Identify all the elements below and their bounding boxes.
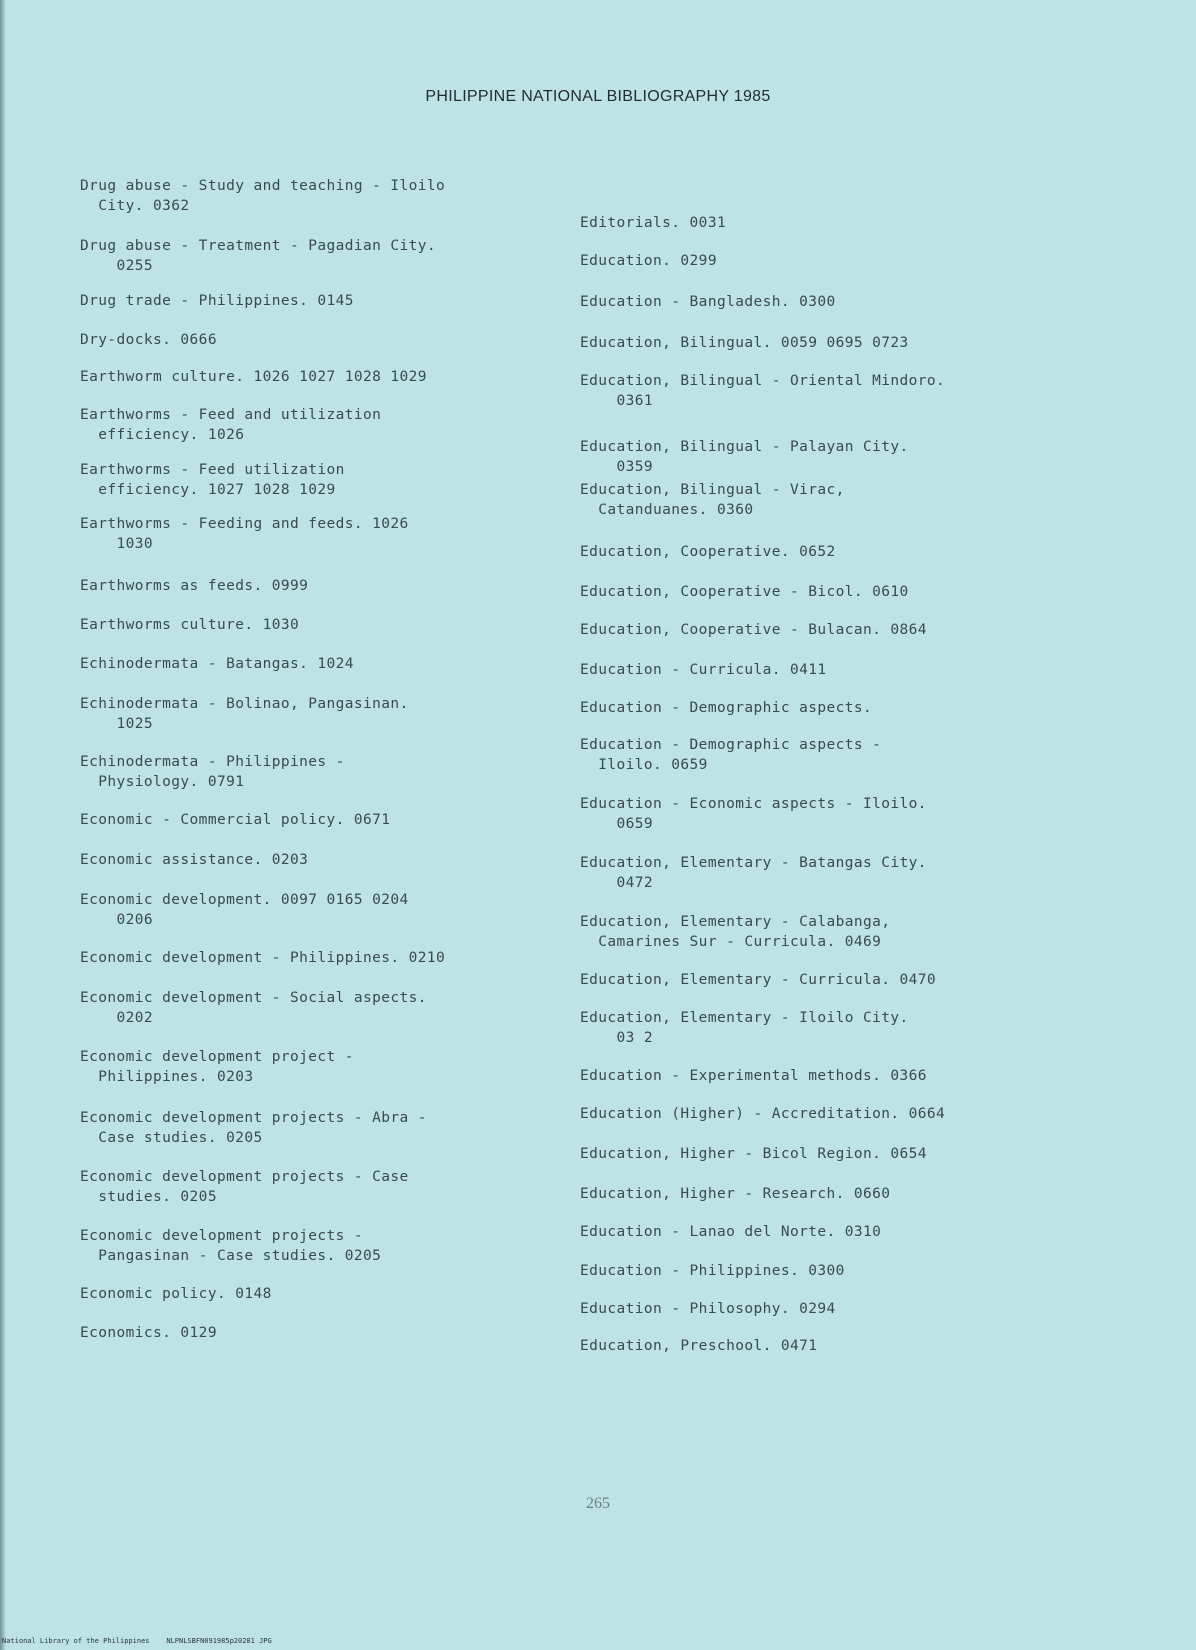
index-entry: Earthworm culture. 1026 1027 1028 1029 — [80, 369, 427, 385]
index-entry: Echinodermata - Batangas. 1024 — [80, 656, 354, 672]
index-entry: Education, Preschool. 0471 — [580, 1338, 818, 1354]
index-entry: Education - Philippines. 0300 — [580, 1263, 845, 1279]
index-entry: Economic - Commercial policy. 0671 — [80, 812, 391, 828]
index-entry: Echinodermata - Bolinao, Pangasinan. 1025 — [80, 696, 409, 732]
index-entry: Editorials. 0031 — [580, 215, 727, 231]
index-entry: Economic development - Philippines. 0210 — [80, 950, 446, 966]
index-entry: Education, Elementary - Curricula. 0470 — [580, 972, 937, 988]
index-entry: Earthworms - Feeding and feeds. 1026 1030 — [80, 516, 409, 552]
index-entry: Echinodermata - Philippines - Physiology. 0791 — [80, 754, 345, 790]
scan-credit: National Library of the Philippines NLPNLSBFN091985p20281 JPG — [2, 1637, 272, 1645]
index-entry: Economics. 0129 — [80, 1325, 217, 1341]
index-entry: Economic development projects - Case studies. 0205 — [80, 1169, 409, 1205]
index-entry: Economic policy. 0148 — [80, 1286, 272, 1302]
index-entry: Drug abuse - Study and teaching - Iloilo City. 0362 — [80, 178, 446, 214]
index-entry: Drug abuse - Treatment - Pagadian City. 0255 — [80, 238, 437, 274]
index-entry: Education, Higher - Bicol Region. 0654 — [580, 1146, 927, 1162]
index-entry: Economic development project - Philippines. 0203 — [80, 1049, 354, 1085]
index-entry: Education, Bilingual. 0059 0695 0723 — [580, 335, 909, 351]
page-number: 265 — [586, 1495, 610, 1512]
index-entry: Education, Elementary - Iloilo City. 03 2 — [580, 1010, 909, 1046]
index-entry: Education - Lanao del Norte. 0310 — [580, 1224, 882, 1240]
index-entry: Education - Demographic aspects. — [580, 700, 873, 716]
index-entry: Education - Philosophy. 0294 — [580, 1301, 836, 1317]
index-entry: Earthworms - Feed utilization efficiency. 1027 1028 1029 — [80, 462, 345, 498]
index-entry: Earthworms culture. 1030 — [80, 617, 300, 633]
index-entry: Earthworms as feeds. 0999 — [80, 578, 309, 594]
index-entry: Economic development - Social aspects. 0202 — [80, 990, 427, 1026]
index-entry: Education, Cooperative. 0652 — [580, 544, 836, 560]
index-entry: Education, Bilingual - Oriental Mindoro. 0361 — [580, 373, 946, 409]
index-entry: Education (Higher) - Accreditation. 0664 — [580, 1106, 946, 1122]
index-entry: Education, Bilingual - Virac, Catanduanes. 0360 — [580, 482, 845, 518]
index-entry: Education, Cooperative - Bulacan. 0864 — [580, 622, 927, 638]
index-entry: Education, Higher - Research. 0660 — [580, 1186, 891, 1202]
index-entry: Economic development. 0097 0165 0204 0206 — [80, 892, 409, 928]
index-entry: Drug trade - Philippines. 0145 — [80, 293, 354, 309]
index-entry: Education, Elementary - Batangas City. 0472 — [580, 855, 927, 891]
index-entry: Economic development projects - Pangasinan - Case studies. 0205 — [80, 1228, 382, 1264]
index-entry: Dry-docks. 0666 — [80, 332, 217, 348]
index-entry: Education - Bangladesh. 0300 — [580, 294, 836, 310]
index-entry: Education, Elementary - Calabanga, Camarines Sur - Curricula. 0469 — [580, 914, 891, 950]
index-entry: Education, Cooperative - Bicol. 0610 — [580, 584, 909, 600]
index-entry: Education - Economic aspects - Iloilo. 0659 — [580, 796, 927, 832]
page-edge-shadow — [0, 0, 6, 1650]
index-entry: Earthworms - Feed and utilization efficiency. 1026 — [80, 407, 382, 443]
index-entry: Education - Curricula. 0411 — [580, 662, 827, 678]
index-entry: Economic assistance. 0203 — [80, 852, 309, 868]
index-entry: Education - Experimental methods. 0366 — [580, 1068, 927, 1084]
index-entry: Education. 0299 — [580, 253, 717, 269]
index-entry: Education, Bilingual - Palayan City. 0359 — [580, 439, 909, 475]
page-title: PHILIPPINE NATIONAL BIBLIOGRAPHY 1985 — [425, 88, 771, 105]
index-entry: Economic development projects - Abra - Case studies. 0205 — [80, 1110, 427, 1146]
index-entry: Education - Demographic aspects - Iloilo. 0659 — [580, 737, 882, 773]
